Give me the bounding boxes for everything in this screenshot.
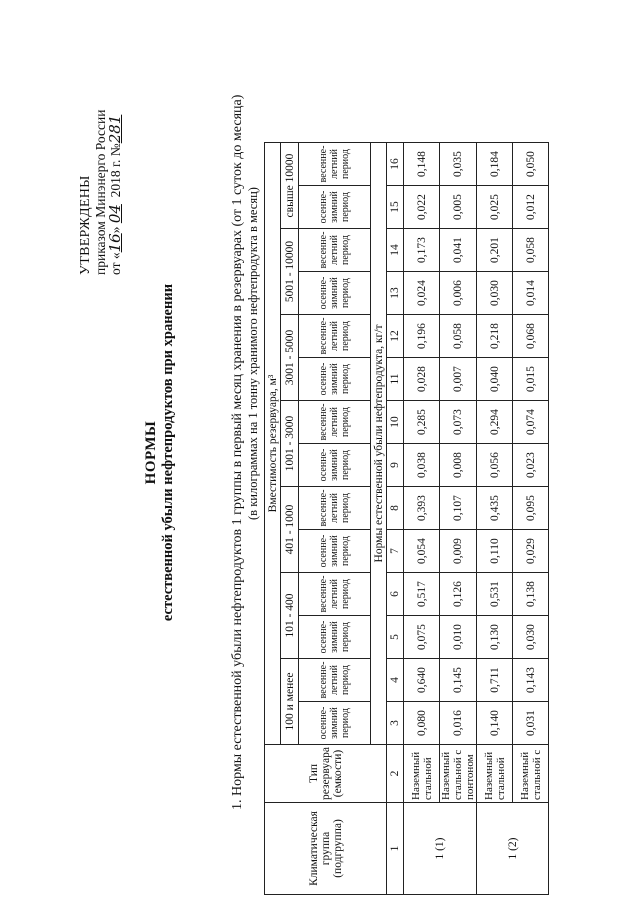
value-cell: 0,008 [440,444,477,487]
value-cell: 0,143 [513,659,549,702]
tank-type: Наземный стальной с [513,745,549,803]
table-row [477,143,513,895]
value-cell: 0,074 [513,401,549,444]
norms-label: Нормы естественной убыли нефтепродукта, кг/т [371,143,387,745]
value-cell: 0,025 [477,186,513,229]
value-cell: 0,040 [477,358,513,401]
period-label: весенне-летний период [318,317,351,355]
col-number: 2 [387,745,404,803]
value-cell: 0,140 [477,702,513,745]
section-heading: 1. Нормы естественной убыли нефтепродуктов 1 группы в первый месяц хранения в резервуарах (от 1 суток до месяца) [230,94,245,810]
doc-title: НОРМЫ [143,420,159,485]
cap-6: 5001 - 10000 [281,229,299,315]
period-cell [299,358,371,401]
period-cell [299,143,371,186]
value-cell: 0,024 [404,272,440,315]
value-cell: 0,005 [440,186,477,229]
value-cell: 0,640 [404,659,440,702]
tank-type: Наземный стальной [404,745,440,803]
value-cell: 0,126 [440,573,477,616]
value-cell: 0,148 [404,143,440,186]
period-label: весенне-летний период [318,575,351,613]
value-cell: 0,009 [440,530,477,573]
norms-table [264,142,549,895]
cap-2: 101 - 400 [281,573,299,659]
value-cell: 0,023 [513,444,549,487]
col-number: 11 [387,358,404,401]
value-cell: 0,030 [477,272,513,315]
col-number: 9 [387,444,404,487]
col-number: 12 [387,315,404,358]
value-cell: 0,056 [477,444,513,487]
value-cell: 0,010 [440,616,477,659]
period-label: осенне-зимний период [318,276,351,310]
date-day: 16 [106,233,124,253]
head-capacity: Вместимость резервуара, м³ [265,143,281,745]
period-cell [299,444,371,487]
value-cell: 0,054 [404,530,440,573]
table-row [440,143,477,895]
approval-line1: УТВЕРЖДЕНЫ [78,175,93,275]
cap-3: 401 - 1000 [281,487,299,573]
value-cell: 0,294 [477,401,513,444]
climate-group: 1 (2) [477,803,549,895]
period-cell [299,702,371,745]
value-cell: 0,007 [440,358,477,401]
value-cell: 0,130 [477,616,513,659]
cap-1: 100 и менее [281,659,299,745]
col-number: 16 [387,143,404,186]
value-cell: 0,107 [440,487,477,530]
col-number: 1 [387,803,404,895]
value-cell: 0,145 [440,659,477,702]
col-number: 8 [387,487,404,530]
head-tank: Тип резервуара (емкости) [265,745,387,803]
col-number: 15 [387,186,404,229]
value-cell: 0,173 [404,229,440,272]
value-cell: 0,711 [477,659,513,702]
value-cell: 0,138 [513,573,549,616]
value-cell: 0,095 [513,487,549,530]
col-number: 10 [387,401,404,444]
period-label: весенне-летний период [318,231,351,269]
order-number: 281 [106,114,124,144]
period-label: осенне-зимний период [318,534,351,568]
table-row [513,143,549,895]
value-cell: 0,196 [404,315,440,358]
value-cell: 0,022 [404,186,440,229]
col-number: 6 [387,573,404,616]
value-cell: 0,285 [404,401,440,444]
col-number: 7 [387,530,404,573]
date-year: 2018 г. [108,159,123,198]
date-prefix: от « [108,252,123,275]
col-number: 13 [387,272,404,315]
value-cell: 0,184 [477,143,513,186]
col-number: 5 [387,616,404,659]
period-label: весенне-летний период [318,145,351,183]
units-note: (в килограммах на 1 тонну хранимого нефтепродукта в месяц) [246,187,260,520]
value-cell: 0,517 [404,573,440,616]
tank-type: Наземный стальной [477,745,513,803]
period-label: осенне-зимний период [318,190,351,224]
period-cell [299,616,371,659]
value-cell: 0,201 [477,229,513,272]
value-cell: 0,073 [440,401,477,444]
table-row [404,143,440,895]
value-cell: 0,058 [513,229,549,272]
period-cell [299,487,371,530]
period-cell [299,401,371,444]
doc-subtitle: естественной убыли нефтепродуктов при хранении [160,283,176,622]
value-cell: 0,028 [404,358,440,401]
period-label: весенне-летний период [318,403,351,441]
value-cell: 0,075 [404,616,440,659]
value-cell: 0,218 [477,315,513,358]
cap-7: свыше 10000 [281,143,299,229]
period-cell [299,229,371,272]
date-mid: » [108,223,123,234]
approval-line2: приказом Минэнерго России [93,109,108,275]
col-number: 3 [387,702,404,745]
period-cell [299,530,371,573]
period-cell [299,659,371,702]
cap-5: 3001 - 5000 [281,315,299,401]
period-cell [299,186,371,229]
col-number: 14 [387,229,404,272]
value-cell: 0,435 [477,487,513,530]
value-cell: 0,531 [477,573,513,616]
period-label: осенне-зимний период [318,706,351,740]
value-cell: 0,014 [513,272,549,315]
value-cell: 0,041 [440,229,477,272]
climate-group: 1 (1) [404,803,477,895]
approval-block [78,35,123,275]
period-label: весенне-летний период [318,489,351,527]
period-label: осенне-зимний период [318,448,351,482]
date-month: 04 [106,204,124,224]
head-climate: Климатическая группа (подгруппа) [265,803,387,895]
period-cell [299,315,371,358]
value-cell: 0,058 [440,315,477,358]
approval-line3 [108,35,123,275]
cap-4: 1001 - 3000 [281,401,299,487]
value-cell: 0,016 [440,702,477,745]
value-cell: 0,006 [440,272,477,315]
value-cell: 0,068 [513,315,549,358]
value-cell: 0,029 [513,530,549,573]
value-cell: 0,015 [513,358,549,401]
value-cell: 0,393 [404,487,440,530]
value-cell: 0,012 [513,186,549,229]
period-cell [299,573,371,616]
period-cell [299,272,371,315]
value-cell: 0,110 [477,530,513,573]
value-cell: 0,031 [513,702,549,745]
value-cell: 0,080 [404,702,440,745]
col-number: 4 [387,659,404,702]
period-label: весенне-летний период [318,661,351,699]
period-label: осенне-зимний период [318,362,351,396]
value-cell: 0,035 [440,143,477,186]
value-cell: 0,030 [513,616,549,659]
value-cell: 0,050 [513,143,549,186]
value-cell: 0,038 [404,444,440,487]
period-label: осенне-зимний период [318,620,351,654]
number-prefix: № [108,143,123,157]
tank-type: Наземный стальной с понтоном [440,745,477,803]
